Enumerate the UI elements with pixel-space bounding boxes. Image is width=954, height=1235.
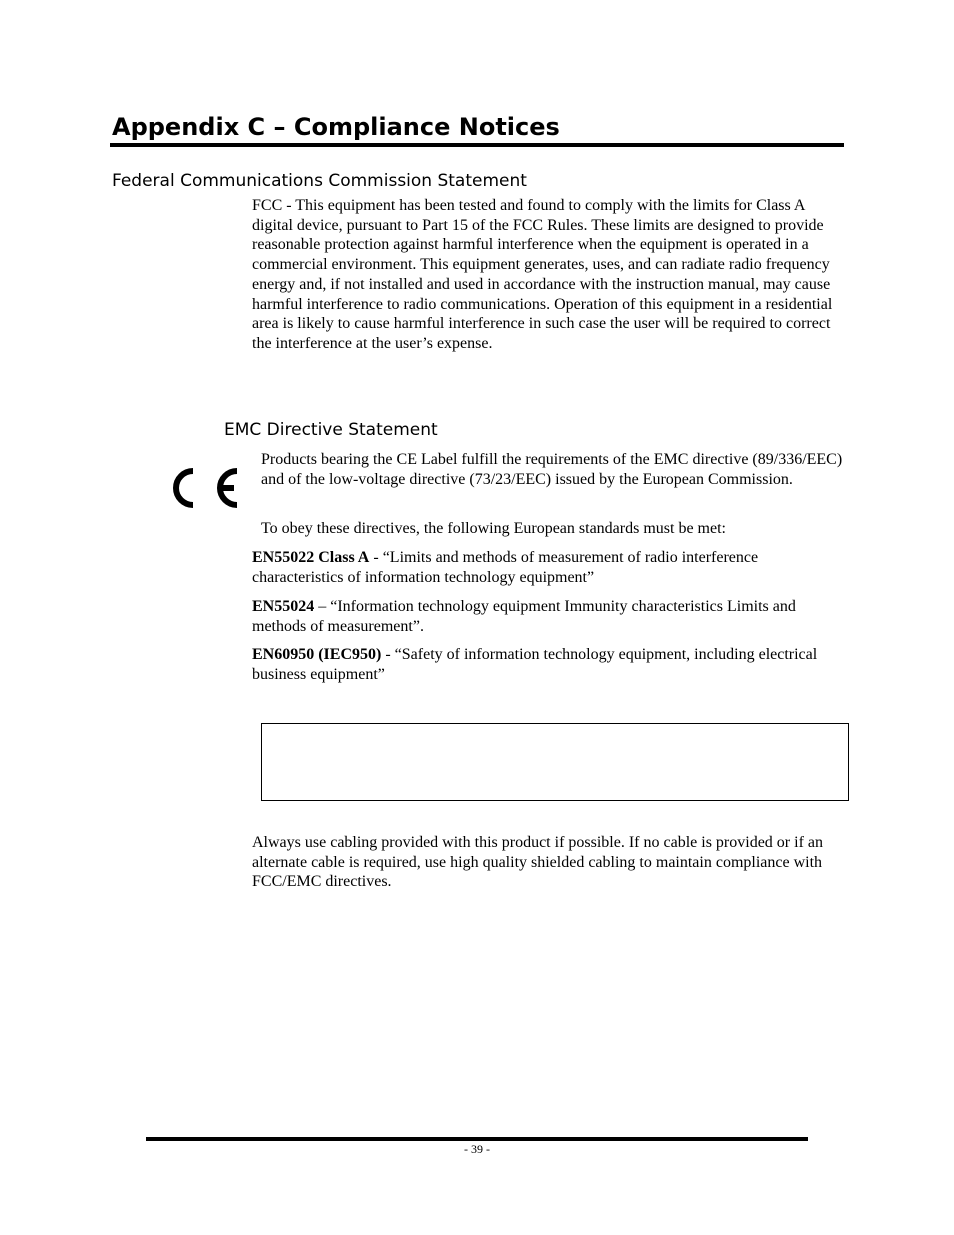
standard-en60950 [252, 645, 842, 684]
page-number: - 39 - [464, 1142, 490, 1156]
standard-description: – “Information technology equipment Immunity characteristics Limits and methods of measurement”. [252, 598, 796, 635]
page-title: Appendix C – Compliance Notices [112, 113, 560, 141]
standard-code: EN55022 Class A [252, 549, 370, 566]
standard-description: - “Limits and methods of measurement of radio interference characteristics of information technology equipment” [252, 549, 759, 586]
emc-section-heading: EMC Directive Statement [224, 420, 438, 440]
empty-notice-box [261, 723, 849, 801]
standard-en55024 [252, 597, 842, 636]
standard-description: - “Safety of information technology equipment, including electrical business equipment” [252, 646, 818, 683]
emc-intro-paragraph: Products bearing the CE Label fulfill the requirements of the EMC directive (89/336/EEC) and of the low-voltage directive (73/23/EEC) issued by the European Commission. [261, 451, 843, 488]
standard-code: EN60950 (IEC950) [252, 646, 382, 663]
standard-en55022 [252, 548, 842, 587]
ce-mark-icon [163, 463, 241, 513]
fcc-statement-paragraph: FCC - This equipment has been tested and found to comply with the limits for Class A digital device, pursuant to Part 15 of the FCC Rules. These limits are designed to provide reasonable protection against harmful interference when the equipment is operated in a commercial environment. This equipment generates, uses, and can radiate radio frequency energy and, if not installed and used in accordance with the instruction manual, may cause harmful interference to radio communications. Operation of this equipment in a residential area is likely to cause harmful interference in such case the user will be required to correct the interference at the user’s expense. [252, 197, 833, 352]
title-divider [110, 143, 844, 147]
emc-obey-paragraph: To obey these directives, the following European standards must be met: [261, 520, 726, 537]
standard-code: EN55024 [252, 598, 315, 615]
fcc-section-heading: Federal Communications Commission Statement [112, 171, 527, 191]
cabling-paragraph: Always use cabling provided with this product if possible. If no cable is provided or if an alternate cable is required, use high quality shielded cabling to maintain compliance with FCC/EMC directives. [252, 834, 823, 891]
